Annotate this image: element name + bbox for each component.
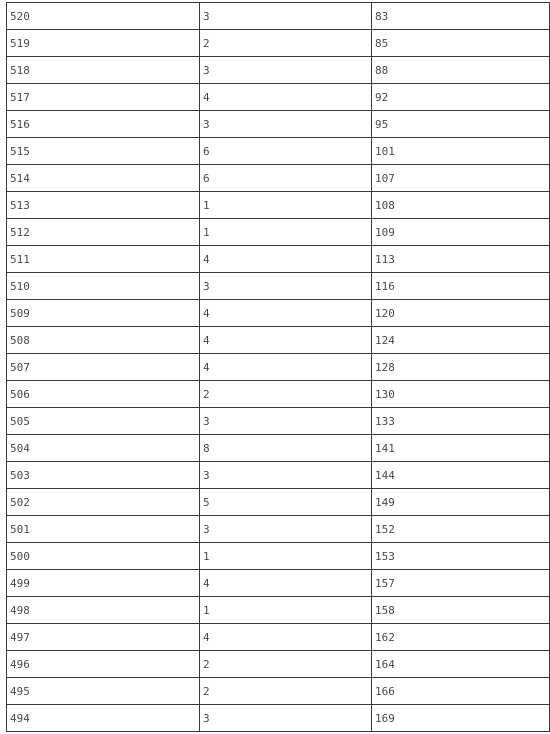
cumulative-cell: 101 <box>372 138 550 165</box>
table-row <box>7 408 550 435</box>
table-row <box>7 597 550 624</box>
cumulative-cell: 116 <box>372 273 550 300</box>
count-cell: 4 <box>200 84 372 111</box>
score-cell: 494 <box>7 705 200 732</box>
count-cell: 3 <box>200 516 372 543</box>
cumulative-cell: 124 <box>372 327 550 354</box>
count-cell: 2 <box>200 678 372 705</box>
count-cell: 4 <box>200 354 372 381</box>
score-cell: 501 <box>7 516 200 543</box>
score-cell: 508 <box>7 327 200 354</box>
cumulative-cell: 108 <box>372 192 550 219</box>
table-row <box>7 624 550 651</box>
count-cell: 4 <box>200 327 372 354</box>
table-row <box>7 138 550 165</box>
table-row <box>7 462 550 489</box>
score-cell: 497 <box>7 624 200 651</box>
count-cell: 1 <box>200 597 372 624</box>
count-cell: 4 <box>200 246 372 273</box>
score-cell: 504 <box>7 435 200 462</box>
count-cell: 6 <box>200 165 372 192</box>
cumulative-cell: 88 <box>372 57 550 84</box>
score-cell: 513 <box>7 192 200 219</box>
score-table <box>6 2 550 732</box>
count-cell: 3 <box>200 462 372 489</box>
cumulative-cell: 130 <box>372 381 550 408</box>
count-cell: 3 <box>200 408 372 435</box>
table-row <box>7 84 550 111</box>
table-row <box>7 327 550 354</box>
cumulative-cell: 153 <box>372 543 550 570</box>
score-cell: 515 <box>7 138 200 165</box>
cumulative-cell: 113 <box>372 246 550 273</box>
table-row <box>7 381 550 408</box>
table-row <box>7 30 550 57</box>
score-cell: 520 <box>7 3 200 30</box>
score-cell: 514 <box>7 165 200 192</box>
score-cell: 496 <box>7 651 200 678</box>
table-row <box>7 273 550 300</box>
cumulative-cell: 107 <box>372 165 550 192</box>
count-cell: 1 <box>200 192 372 219</box>
cumulative-cell: 166 <box>372 678 550 705</box>
table-row <box>7 705 550 732</box>
score-cell: 505 <box>7 408 200 435</box>
count-cell: 3 <box>200 273 372 300</box>
score-cell: 512 <box>7 219 200 246</box>
cumulative-cell: 85 <box>372 30 550 57</box>
count-cell: 1 <box>200 543 372 570</box>
cumulative-cell: 133 <box>372 408 550 435</box>
score-cell: 502 <box>7 489 200 516</box>
count-cell: 3 <box>200 57 372 84</box>
count-cell: 4 <box>200 624 372 651</box>
cumulative-cell: 144 <box>372 462 550 489</box>
score-cell: 519 <box>7 30 200 57</box>
table-row <box>7 57 550 84</box>
score-cell: 517 <box>7 84 200 111</box>
score-cell: 495 <box>7 678 200 705</box>
cumulative-cell: 109 <box>372 219 550 246</box>
cumulative-cell: 169 <box>372 705 550 732</box>
count-cell: 4 <box>200 300 372 327</box>
cumulative-cell: 83 <box>372 3 550 30</box>
table-row <box>7 543 550 570</box>
cumulative-cell: 157 <box>372 570 550 597</box>
cumulative-cell: 152 <box>372 516 550 543</box>
table-row <box>7 111 550 138</box>
count-cell: 3 <box>200 111 372 138</box>
score-cell: 507 <box>7 354 200 381</box>
count-cell: 5 <box>200 489 372 516</box>
table-row <box>7 489 550 516</box>
score-table-body <box>7 3 550 732</box>
table-row <box>7 246 550 273</box>
table-row <box>7 570 550 597</box>
table-row <box>7 3 550 30</box>
cumulative-cell: 164 <box>372 651 550 678</box>
count-cell: 3 <box>200 3 372 30</box>
score-cell: 498 <box>7 597 200 624</box>
cumulative-cell: 158 <box>372 597 550 624</box>
table-row <box>7 516 550 543</box>
table-row <box>7 678 550 705</box>
count-cell: 2 <box>200 381 372 408</box>
score-cell: 500 <box>7 543 200 570</box>
table-row <box>7 300 550 327</box>
cumulative-cell: 128 <box>372 354 550 381</box>
cumulative-cell: 162 <box>372 624 550 651</box>
score-cell: 518 <box>7 57 200 84</box>
score-cell: 510 <box>7 273 200 300</box>
count-cell: 2 <box>200 30 372 57</box>
count-cell: 2 <box>200 651 372 678</box>
score-cell: 503 <box>7 462 200 489</box>
cumulative-cell: 149 <box>372 489 550 516</box>
table-row <box>7 435 550 462</box>
cumulative-cell: 120 <box>372 300 550 327</box>
score-cell: 499 <box>7 570 200 597</box>
table-row <box>7 354 550 381</box>
score-cell: 511 <box>7 246 200 273</box>
count-cell: 3 <box>200 705 372 732</box>
count-cell: 6 <box>200 138 372 165</box>
score-cell: 516 <box>7 111 200 138</box>
table-row <box>7 219 550 246</box>
table-row <box>7 192 550 219</box>
cumulative-cell: 141 <box>372 435 550 462</box>
score-cell: 509 <box>7 300 200 327</box>
count-cell: 1 <box>200 219 372 246</box>
count-cell: 4 <box>200 570 372 597</box>
count-cell: 8 <box>200 435 372 462</box>
cumulative-cell: 92 <box>372 84 550 111</box>
table-row <box>7 165 550 192</box>
table-row <box>7 651 550 678</box>
score-cell: 506 <box>7 381 200 408</box>
cumulative-cell: 95 <box>372 111 550 138</box>
